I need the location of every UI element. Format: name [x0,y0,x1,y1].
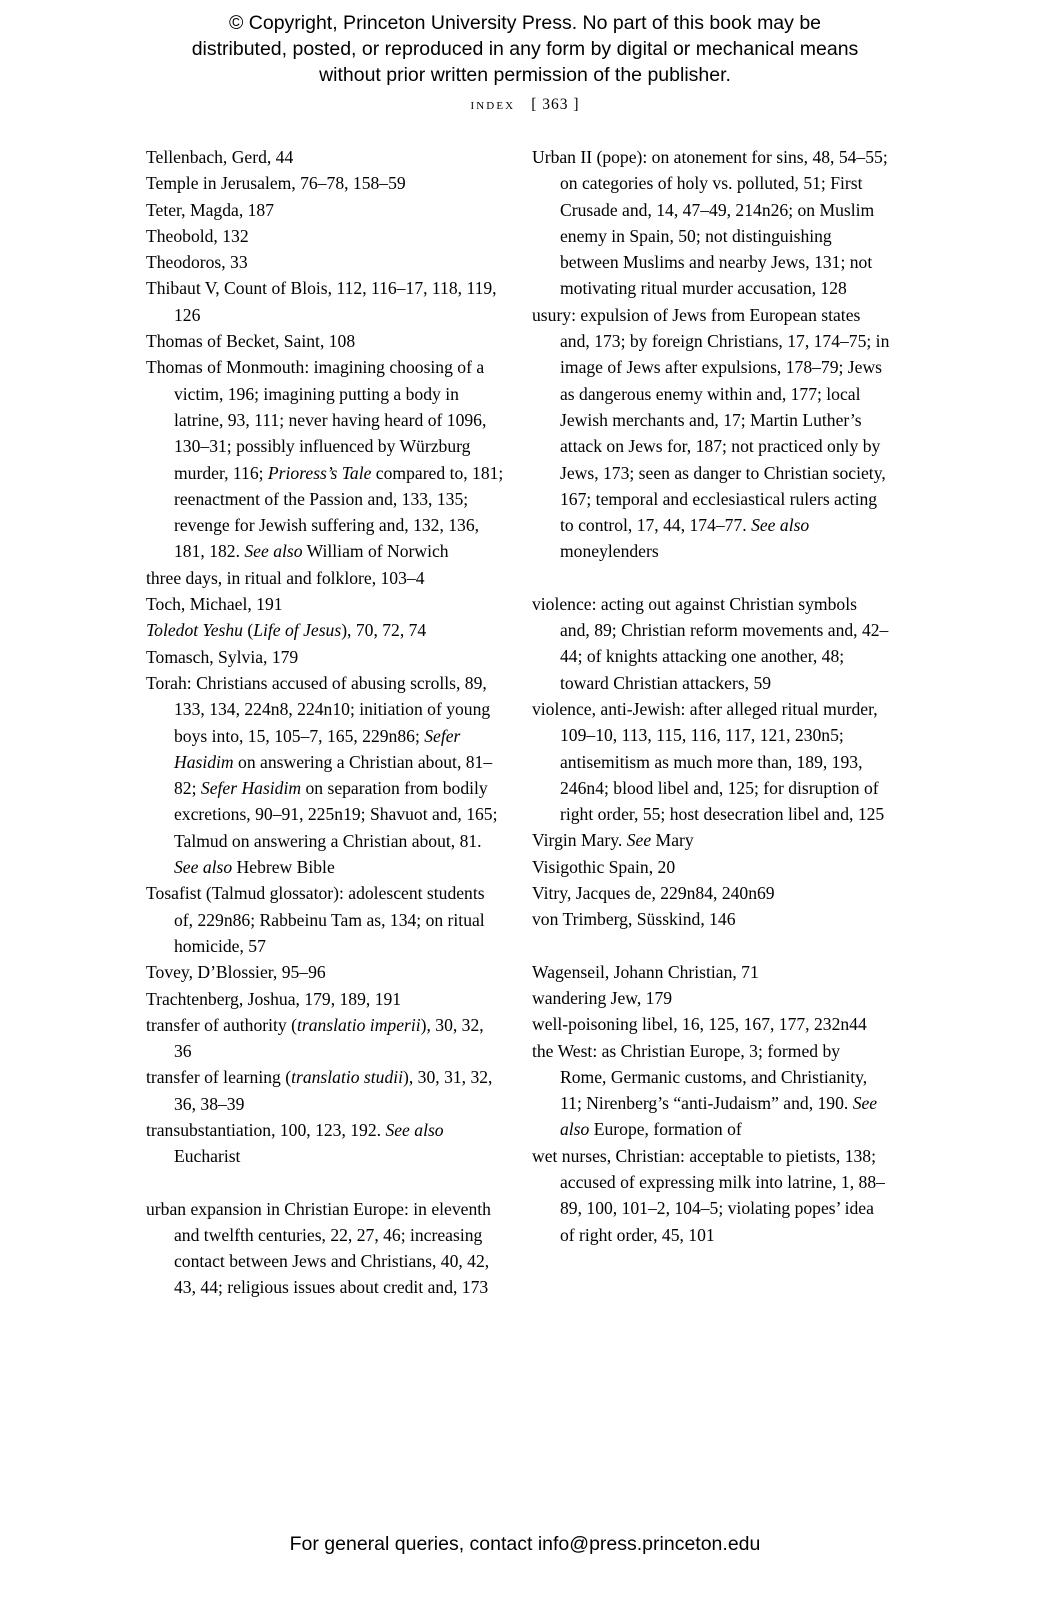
index-entry: Tellenbach, Gerd, 44 [146,147,294,167]
index-entry: Teter, Magda, 187 [146,199,275,220]
running-head [0,96,1050,114]
column-spacer [146,1170,504,1196]
index-column-right [532,144,890,1404]
index-column-left [146,144,504,1404]
index-entry: Theodoros, 33 [146,252,248,273]
index-entry: Vitry, Jacques de, 229n84, 240n69 [532,883,775,904]
copyright-notice [0,10,1050,88]
index-entry: violence: acting out against Christian symbols and, 89; Christian reform movements and, 42–44; of knights attacking one another, 48; toward Christian attackers, 59 [532,593,889,693]
index-entry: three days, in ritual and folklore, 103–4 [146,567,425,588]
index-entry: von Trimberg, Süsskind, 146 [532,909,736,930]
index-entry: Trachtenberg, Joshua, 179, 189, 191 [146,988,402,1009]
index-entry: Theobold, 132 [146,225,249,246]
copyright-text: © Copyright, Princeton University Press. No part of this book may be distributed, posted, or reproduced in any form by digital or mechanical means without prior written permission of the publisher. [191,12,859,86]
index-entry: Toch, Michael, 191 [146,594,283,615]
index-entry: Thibaut V, Count of Blois, 112, 116–17, 118, 119, 126 [146,278,497,325]
index-entry: Thomas of Monmouth: imagining choosing of a victim, 196; imagining putting a body in latrine, 93, 111; never having heard of 1096, 130–31; possibly influenced by Würzburg murder, 116; Prioress’s Tale compared to, 181; reenactment of the Passion and, 133, 135; revenge for Jewish suffering and, 132, 136, 181, 182. See also William of Norwich [146,357,504,562]
page-folio: [ 363 ] [531,96,580,113]
index-entry: Urban II (pope): on atonement for sins, 48, 54–55; on categories of holy vs. polluted, 51; First Crusade and, 14, 47–49, 214n26; on Muslim enemy in Spain, 50; not distinguishing between Muslims and nearby Jews, 131; not motivating ritual murder accusation, 128 [532,147,888,299]
running-head-label: index [470,96,516,113]
index-entry: Virgin Mary. See Mary [532,830,694,851]
index-entry: Tomasch, Sylvia, 179 [146,646,299,667]
index-entry: urban expansion in Christian Europe: in eleventh and twelfth centuries, 22, 27, 46; increasing contact between Jews and Christians, 40, 42, 43, 44; religious issues about credit and, 173 [146,1198,491,1298]
index-entry: transfer of learning (translatio studii), 30, 31, 32, 36, 38–39 [146,1067,493,1114]
index-entry: Torah: Christians accused of abusing scrolls, 89, 133, 134, 224n8, 224n10; initiation of young boys into, 15, 105–7, 165, 229n86; Sefer Hasidim on answering a Christian about, 81–82; Sefer Hasidim on separation from bodily excretions, 90–91, 225n19; Shavuot and, 165; Talmud on answering a Christian about, 81. See also Hebrew Bible [146,672,498,878]
footer-notice [0,1533,1050,1556]
index-entry: wandering Jew, 179 [532,987,673,1008]
index-entry: Temple in Jerusalem, 76–78, 158–59 [146,173,406,194]
index-entry: Tosafist (Talmud glossator): adolescent students of, 229n86; Rabbeinu Tam as, 134; on ritual homicide, 57 [146,883,485,956]
index-entry: wet nurses, Christian: acceptable to pietists, 138; accused of expressing milk into latrine, 1, 88–89, 100, 101–2, 104–5; violating popes’ idea of right order, 45, 101 [532,1145,885,1245]
footer-text: For general queries, contact info@press.princeton.edu [289,1533,761,1555]
index-entry: usury: expulsion of Jews from European states and, 173; by foreign Christians, 17, 174–75; in image of Jews after expulsions, 178–79; Jews as dangerous enemy within and, 177; local Jewish merchants and, 17; Martin Luther’s attack on Jews for, 187; not practiced only by Jews, 173; seen as danger to Christian society, 167; temporal and ecclesiastical rulers acting to control, 17, 44, 174–77. See also moneylenders [532,304,890,562]
index-columns [0,144,1050,1404]
index-entry: Toledot Yeshu (Life of Jesus), 70, 72, 74 [146,620,427,641]
index-entry: transubstantiation, 100, 123, 192. See also Eucharist [146,1119,444,1167]
column-spacer [532,565,890,591]
column-spacer [532,933,890,959]
index-entry: Thomas of Becket, Saint, 108 [146,331,356,352]
index-entry: transfer of authority (translatio imperii), 30, 32, 36 [146,1014,484,1062]
index-entry: Wagenseil, Johann Christian, 71 [532,961,759,982]
index-entry: Visigothic Spain, 20 [532,856,676,877]
index-entry: violence, anti-Jewish: after alleged ritual murder, 109–10, 113, 115, 116, 117, 121, 230n5; antisemitism as much more than, 189, 193, 246n4; blood libel and, 125; for disruption of right order, 55; host desecration libel and, 125 [532,698,885,825]
index-entry: the West: as Christian Europe, 3; formed by Rome, Germanic customs, and Christianity, 11; Nirenberg’s “anti-Judaism” and, 190. See also Europe, formation of [532,1040,878,1140]
index-entry: well-poisoning libel, 16, 125, 167, 177, 232n44 [532,1014,867,1035]
index-entry: Tovey, D’Blossier, 95–96 [146,962,326,983]
